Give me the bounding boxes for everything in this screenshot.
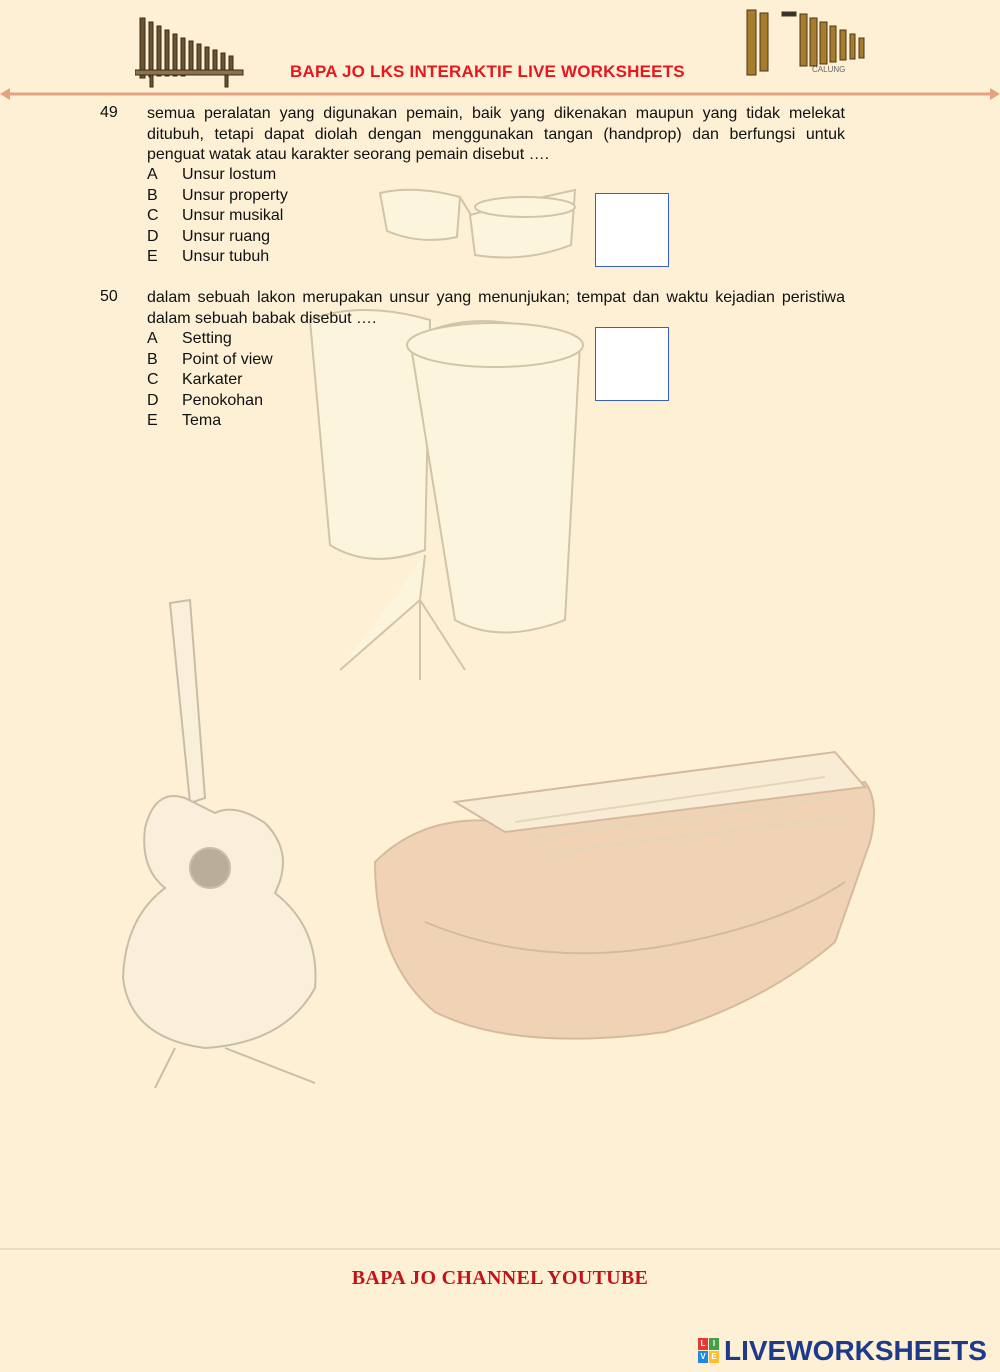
logo-letter-e: E [709, 1351, 719, 1363]
option-letter: E [147, 412, 158, 429]
footer-title: BAPA JO CHANNEL YOUTUBE [351, 1267, 649, 1289]
option-letter: A [147, 166, 158, 183]
question-49-option-c [147, 206, 283, 227]
bongo-drums-icon [375, 185, 585, 285]
option-letter: A [147, 330, 158, 347]
liveworksheets-wordmark: LIVEWORKSHEETS [724, 1335, 987, 1366]
question-50-option-d [147, 391, 263, 412]
question-50-option-e [147, 411, 221, 432]
option-letter: C [147, 207, 159, 224]
option-letter: B [147, 186, 158, 204]
question-50-text: dalam sebuah lakon merupakan unsur yang menunjukan; tempat dan waktu kejadian peristiwa dalam sebuah babak disebut …. [147, 289, 845, 327]
conga-drums-icon [280, 300, 600, 685]
question-49-option-d [147, 227, 270, 248]
option-letter: D [147, 227, 159, 245]
option-text: Unsur property [182, 186, 288, 204]
question-49-option-e [147, 247, 269, 268]
header-title: BAPA JO LKS INTERAKTIF LIVE WORKSHEETS [290, 62, 685, 81]
question-49-answer-box[interactable] [595, 193, 669, 267]
question-50-option-c [147, 370, 242, 391]
question-49-option-b [147, 186, 288, 207]
gamelan-caption: CALUNG [812, 65, 846, 74]
gamelan-saron-icon [135, 8, 247, 88]
header-divider [0, 88, 1000, 100]
option-letter: C [147, 371, 159, 388]
gambang-xylophone-icon [365, 742, 885, 1052]
option-letter: B [147, 350, 158, 368]
acoustic-guitar-icon [115, 598, 325, 1090]
option-text: Point of view [182, 350, 273, 368]
question-49-text: semua peralatan yang digunakan pemain, baik yang dikenakan maupun yang tidak melekat ditubuh, tetapi dapat diolah dengan menggunakan tangan (handprop) dan berfungsi untuk penguat watak atau karakter seorang pemain disebut …. [147, 105, 845, 163]
footer-divider [0, 1248, 1000, 1250]
option-text: Tema [182, 412, 222, 429]
logo-letter-l: L [698, 1338, 708, 1350]
option-text: Karkater [182, 371, 243, 388]
option-letter: D [147, 391, 159, 409]
liveworksheets-logo-icon [698, 1338, 720, 1364]
option-letter: E [147, 248, 158, 265]
liveworksheets-brand[interactable] [698, 1336, 987, 1366]
question-50-option-a [147, 329, 232, 350]
option-text: Unsur tubuh [182, 248, 270, 265]
logo-letter-i: I [709, 1338, 719, 1350]
gamelan-gender-icon [742, 8, 872, 83]
question-49-number: 49 [100, 104, 118, 121]
option-text: Setting [182, 330, 232, 347]
question-50-answer-box[interactable] [595, 327, 669, 401]
option-text: Unsur ruang [182, 227, 271, 245]
question-50-number: 50 [100, 288, 118, 305]
option-text: Unsur lostum [182, 166, 277, 183]
question-50-option-b [147, 350, 273, 371]
question-49-option-a [147, 165, 276, 186]
logo-letter-v: V [698, 1351, 708, 1363]
option-text: Unsur musikal [182, 207, 284, 224]
option-text: Penokohan [182, 391, 263, 409]
